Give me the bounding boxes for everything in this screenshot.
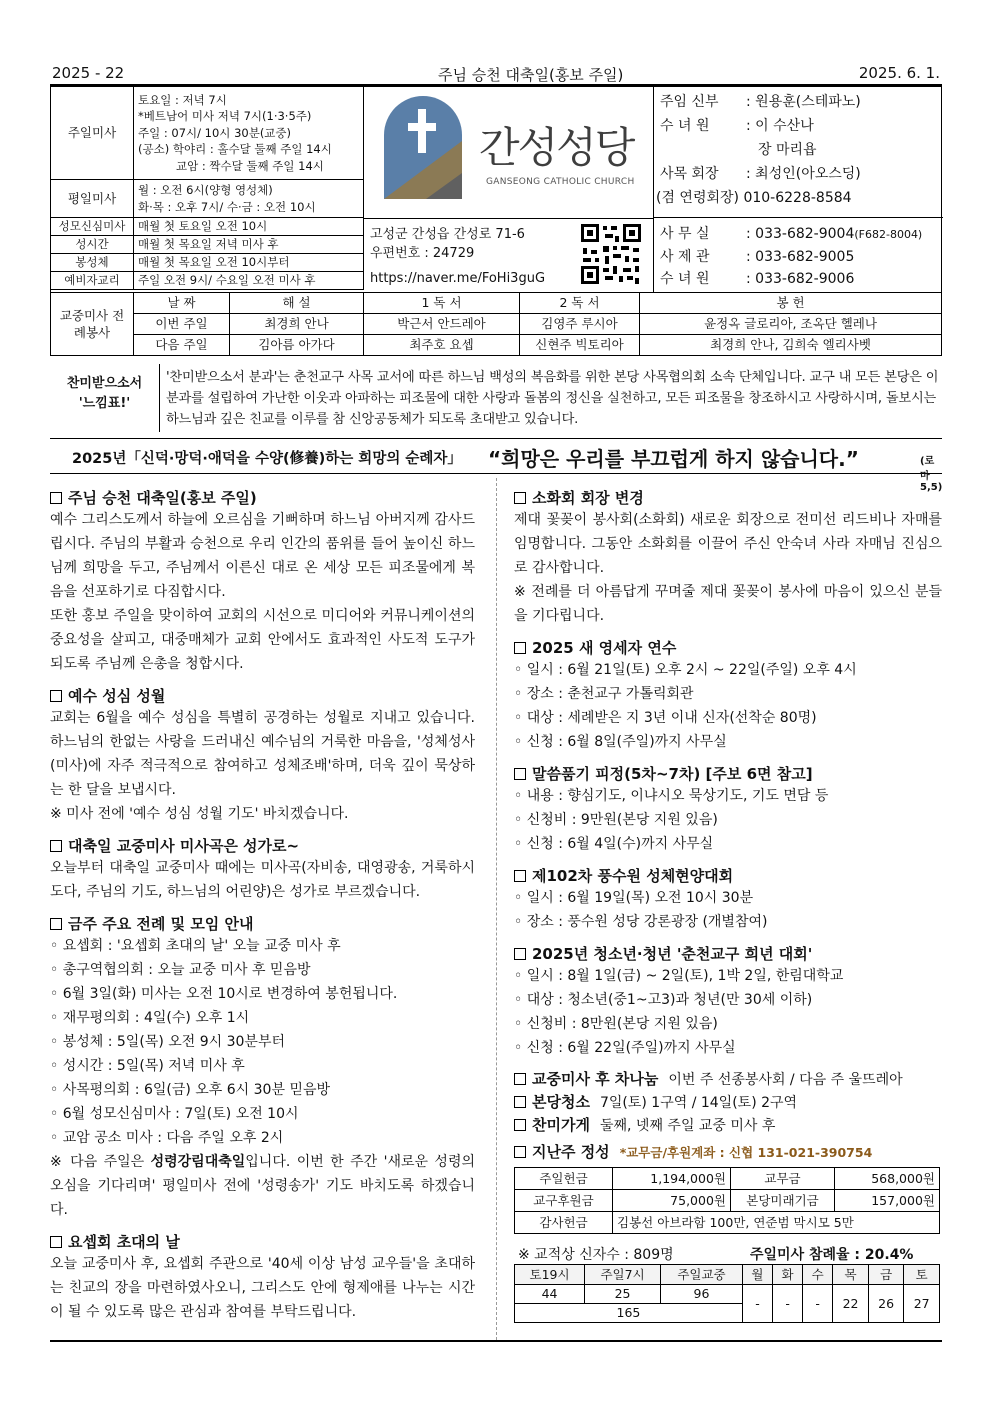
- schedule-value: 매월 첫 토요일 오전 10시: [134, 218, 364, 236]
- sunday-mass-times: 토요일 : 저녁 7시 *베트남어 미사 저녁 7시(1·3·5주) 주일 : 07시/ 10시 30분(교중) (공소) 학야리 : 홀수달 둘째 주일 14시 교암 : 짝수달 둘째 주일 14시: [134, 87, 364, 180]
- pentecost-note: ※ 다음 주일은 성령강림대축일입니다. 이번 한 주간 '새로운 성령의 오심을 기다리며' 평일미사 전에 '성령송가' 기도 바치도록 하겠습니다.: [50, 1154, 476, 1218]
- motto-quote: “희망은 우리를 부끄럽게 하지 않습니다.”: [488, 447, 859, 471]
- list-item: ◦ 신청 : 6월 22일(주일)까지 사무실: [514, 1040, 736, 1056]
- list-item: ◦ 신청 : 6월 8일(주일)까지 사무실: [514, 734, 727, 750]
- banner-label: 찬미받으소서 '느낌표!': [50, 364, 160, 432]
- schedule-label: 성시간: [51, 236, 134, 254]
- laudato-si-banner: [50, 364, 942, 432]
- weekday-mass-times: 월 : 오전 6시(양형 영성체) 화·목 : 오후 7시/ 수·금 : 오전 10시: [134, 180, 364, 218]
- list-item: ◦ 교암 공소 미사 : 다음 주일 오후 2시: [50, 1130, 284, 1146]
- table-row: 44 25 96 - - - 22 26 27: [515, 1285, 940, 1304]
- church-postal: 우편번호 : 24729: [370, 246, 475, 261]
- offering-account: *교무금/후원계좌 : 신협 131-021-390754: [619, 1145, 873, 1160]
- table-row: 이번 주일 최경희 안나 박근서 안드레아 김영주 루시아 윤정옥 글로리아, 조옥단 헬레나: [51, 314, 942, 335]
- section-title: 2025년 청소년·청년 '춘천교구 희년 대회': [514, 943, 942, 964]
- schedule-value: 매월 첫 목요일 저녁 미사 후: [134, 236, 364, 254]
- section-title: 주님 승천 대축일(홍보 주일): [50, 487, 475, 508]
- sunday-mass-label: 주일미사: [51, 87, 134, 180]
- church-name-en: GANSEONG CATHOLIC CHURCH: [486, 177, 635, 187]
- offering-table: [514, 1167, 940, 1234]
- church-name-logotype: 간성성당: [479, 123, 634, 172]
- list-item: ◦ 봉성체 : 5일(목) 오전 9시 30분부터: [50, 1034, 285, 1050]
- list-item: ◦ 일시 : 6월 21일(토) 오후 2시 ~ 22일(주일) 오후 4시: [514, 662, 857, 678]
- section-title: 대축일 교중미사 미사곡은 성가로~: [50, 835, 475, 856]
- list-item: ◦ 신청비 : 8만원(본당 지원 있음): [514, 1016, 718, 1032]
- left-column: 주님 승천 대축일(홍보 주일) 예수 그리스도께서 하늘에 오르심을 기뻐하며 하느님 아버지께 감사드립시다. 주님의 부활과 승천으로 우리 인간의 품위를 들어 높이신 하느님께 희망을 두고, 주님께서 이른신 대로 온 세상 모든 피조물에게 복음을 선포하기로 다짐합시다. 또한 홍보 주일을 맞이하여 교회의 시선으로 미디어와 커뮤니케이션의 중요성을 살피고, 대중매체가 교회 안에서도 효과적인 사도적 도구가 되도록 주님께 은총을 청합시다. 예수 성심 성월 교회는 6월을 예수 성심을 특별히 공경하는 성월로 지내고 있습니다. 하느님의 한없는 사랑을 드러내신 예수님의 거룩한 마음을, '성체성사(미사)에 자주 적극적으로 참여하고 성체조배'하며, 더욱 깊이 묵상하는 한 달을 보냅시다. ※ 미사 전에 '예수 성심 성월 기도' 바치겠습니다. 대축일 교중미사 미사곡은 성가로~ 오늘부터 대축일 교중미사 때에는 미사곡(자비송, 대영광송, 거룩하시도다, 주님의 기도, 하느님의 어린양)은 성가로 부르겠습니다. 금주 주요 전례 및 모임 안내 ◦ 요셉회 : '요셉회 초대의 날' 오늘 교중 미사 후 ◦ 총구역협의회 : 오늘 교중 미사 후 믿음방 ◦ 6월 3일(화) 미사는 오전 10시로 변경하여 봉헌됩니다. ◦ 재무평의회 : 4일(수) 오후 1시 ◦ 봉성체 : 5일(목) 오전 9시 30분부터 ◦ 성시간 : 5일(목) 저녁 미사 후 ◦ 사목평의회 : 6일(금) 오후 6시 30분 믿음방 ◦ 6월 성모신심미사 : 7일(토) 오전 10시 ◦ 교암 공소 미사 : 다음 주일 오후 2시 ※ 다음 주일은 성령강림대축일입니다. 이번 한 주간 '새로운 성령의 오심을 기다리며' 평일미사 전에 '성령송가' 기도 바치도록 하겠습니다. 요셉회 초대의 날 오늘 교중미사 후, 요셉회 주관으로 '40세 이상 남성 교우들'을 초대하는 친교의 장을 마련하였사오니, 그리스도 안에 형제애를 나누는 시간이 될 수 있도록 많은 관심과 참여를 부탁드립니다.: [50, 489, 476, 1320]
- motto-bar: [50, 438, 943, 493]
- list-item: ◦ 신청비 : 9만원(본당 지원 있음): [514, 812, 718, 828]
- staff-value: 원용훈(스테파노): [755, 94, 861, 110]
- church-logo-icon: [382, 95, 464, 203]
- list-item: ◦ 6월 3일(화) 미사는 오전 10시로 변경하여 봉헌됩니다.: [50, 986, 398, 1002]
- list-item: ◦ 성시간 : 5일(목) 저녁 미사 후: [50, 1058, 245, 1074]
- list-item: ◦ 사목평의회 : 6일(금) 오후 6시 30분 믿음방: [50, 1082, 331, 1098]
- section-title: 2025 새 영세자 연수: [514, 637, 942, 658]
- contact-phone: 033-682-9006: [755, 271, 855, 287]
- table-row: 감사헌금 김봉선 아브라함 100만, 연준범 막시모 5만: [515, 1212, 940, 1234]
- bottom-rule: [50, 1340, 942, 1342]
- church-address: 고성군 간성읍 간성로 71-6: [370, 227, 525, 242]
- list-item: ◦ 대상 : 청소년(중1~고3)과 청년(만 30세 이하): [514, 992, 813, 1008]
- registered-count: ※ 교적상 신자수 : 809명: [518, 1247, 674, 1263]
- attendance-table: [514, 1264, 940, 1323]
- list-item: ◦ 내용 : 향심기도, 이냐시오 묵상기도, 기도 면담 등: [514, 788, 829, 804]
- staff-value: 최성인(아오스딩): [755, 166, 861, 182]
- list-item: ◦ 6월 성모신심미사 : 7일(토) 오전 10시: [50, 1106, 299, 1122]
- motto-left: 2025년「신덕·망덕·애덕을 수양(修養)하는 희망의 순례자」: [72, 451, 462, 467]
- banner-text: '찬미받으소서 분과'는 춘천교구 사목 교서에 따른 하느님 백성의 복음화를 위한 본당 사목협의회 소속 단체입니다. 교구 내 모든 본당은 이 분과를 설립하여 가난한 이웃과 아파하는 피조물에 대한 사랑과 돌봄의 정신을 실천하고, 모든 피조물을 창조하시고 사랑하시며, 돌보시는 하느님과 깊은 친교를 이루를 참 신앙공동체가 되도록 초대받고 있습니다.: [166, 370, 939, 427]
- duty-row: 교중미사 후 차나눔 이번 주 선종봉사회 / 다음 주 울뜨레아: [514, 1068, 942, 1091]
- staff-value: 장 마리욥: [758, 142, 817, 158]
- attendance-rate: 주일미사 참례율 : 20.4%: [750, 1247, 914, 1263]
- section-title: 금주 주요 전례 및 모임 안내: [50, 913, 475, 934]
- table-row: 주일헌금 1,194,000원 교무금 568,000원: [515, 1168, 940, 1190]
- list-item: ◦ 일시 : 6월 19일(목) 오전 10시 30분: [514, 890, 754, 906]
- contact-phone: 033-682-9004: [755, 226, 855, 242]
- staff-value: 010-6228-8584: [743, 190, 852, 206]
- schedule-label: 예비자교리: [51, 272, 134, 290]
- qr-code-icon[interactable]: [579, 222, 643, 286]
- contacts-block: 사 무 실 : 033-682-9004(F682-8004) 사 제 관 : 033-682-9005 수 녀 원 : 033-682-9006: [660, 226, 923, 287]
- list-item: ◦ 재무평의회 : 4일(수) 오후 1시: [50, 1010, 250, 1026]
- header-box: [50, 86, 942, 356]
- staff-block: 주임 신부 : 원용훈(스테파노) 수 녀 원 : 이 수산나 장 마리욥 사목 회장 : 최성인(아오스딩) (겸 연령회장) 010-6228-8584: [654, 87, 943, 218]
- church-url[interactable]: https://naver.me/FoHi3guG: [370, 271, 546, 286]
- section-title: 말씀품기 피정(5차~7차) [주보 6면 참고]: [514, 763, 942, 784]
- list-item: ◦ 장소 : 풍수원 성당 강론광장 (개별참여): [514, 914, 768, 930]
- weekday-mass-label: 평일미사: [51, 180, 134, 218]
- schedule-table: [50, 86, 364, 290]
- sunday-total: 165: [515, 1304, 743, 1323]
- offering-title-row: 지난주 정성 *교무금/후원계좌 : 신협 131-021-390754: [514, 1141, 942, 1164]
- section-title: 요셉회 초대의 날: [50, 1231, 475, 1252]
- table-row: 교구후원금 75,000원 본당미래기금 157,000원: [515, 1190, 940, 1212]
- list-item: ◦ 대상 : 세례받은 지 3년 이내 신자(선착순 80명): [514, 710, 817, 726]
- liturgy-table: 교중미사 전례봉사 날 짜 해 설 1 독 서 2 독 서 봉 헌 이번 주일 최경희 안나 박근서 안드레아 김영주 루시아 윤정옥 글로리아, 조옥단 헬레나 다음 주일 김아름 아가다 최주호 요셉 신현주 빅토리아 최경희 안나, 김희숙 엘리사벳: [50, 292, 942, 356]
- list-item: ◦ 일시 : 8월 1일(금) ~ 2일(토), 1박 2일, 한림대학교: [514, 968, 844, 984]
- section-title: 소화회 회장 변경: [514, 487, 942, 508]
- motto-ref: (로마 5,5): [920, 456, 943, 493]
- duty-row: 본당청소 7일(토) 1구역 / 14일(토) 2구역: [514, 1091, 942, 1114]
- schedule-value: 주일 오전 9시/ 수요일 오전 미사 후: [134, 272, 364, 290]
- list-item: ◦ 요셉회 : '요셉회 초대의 날' 오늘 교중 미사 후: [50, 938, 341, 954]
- section-title: 예수 성심 성월: [50, 685, 475, 706]
- issue-number: 2025 - 22: [52, 64, 125, 82]
- top-bar: [50, 62, 942, 86]
- staff-value: 이 수산나: [755, 118, 814, 134]
- list-item: ◦ 신청 : 6월 4일(수)까지 사무실: [514, 836, 714, 852]
- duty-row: 찬미가게 둘째, 넷째 주일 교중 미사 후: [514, 1114, 942, 1137]
- page-title: 주님 승천 대축일(홍보 주일): [438, 66, 624, 84]
- section-title: 제102차 풍수원 성체현양대회: [514, 865, 942, 886]
- address-block: [364, 218, 654, 292]
- issue-date: 2025. 6. 1.: [858, 64, 940, 82]
- schedule-label: 성모신심미사: [51, 218, 134, 236]
- list-item: ◦ 장소 : 춘천교구 가톨릭회관: [514, 686, 694, 702]
- table-row: 토19시 주일7시 주일교중 월 화 수 목 금 토: [515, 1265, 940, 1285]
- column-divider: [496, 478, 497, 1340]
- right-column: 소화회 회장 변경 제대 꽃꽂이 봉사회(소화회) 새로운 회장으로 전미선 리드비나 자매를 임명합니다. 그동안 소화회를 이끌어 주신 안숙녀 사라 자매님 진심으로 감사합니다. ※ 전례를 더 아름답게 꾸며줄 제대 꽃꽂이 봉사에 마음이 있으신 분들을 기다립니다. 2025 새 영세자 연수 ◦ 일시 : 6월 21일(토) 오후 2시 ~ 22일(주일) 오후 4시 ◦ 장소 : 춘천교구 가톨릭회관 ◦ 대상 : 세례받은 지 3년 이내 신자(선착순 80명) ◦ 신청 : 6월 8일(주일)까지 사무실 말씀품기 피정(5차~7차) [주보 6면 참고] ◦ 내용 : 향심기도, 이냐시오 묵상기도, 기도 면담 등 ◦ 신청비 : 9만원(본당 지원 있음) ◦ 신청 : 6월 4일(수)까지 사무실 제102차 풍수원 성체현양대회 ◦ 일시 : 6월 19일(목) 오전 10시 30분 ◦ 장소 : 풍수원 성당 강론광장 (개별참여) 2025년 청소년·청년 '춘천교구 희년 대회' ◦ 일시 : 8월 1일(금) ~ 2일(토), 1박 2일, 한림대학교 ◦ 대상 : 청소년(중1~고3)과 청년(만 30세 이하) ◦ 신청비 : 8만원(본당 지원 있음) ◦ 신청 : 6월 22일(주일)까지 사무실 교중미사 후 차나눔 이번 주 선종봉사회 / 다음 주 울뜨레아 본당청소 7일(토) 1구역 / 14일(토) 2구역 찬미가게 둘째, 넷째 주일 교중 미사 후 지난주 정성 *교무금/후원계좌 : 신협 131-021-390754 주일헌금 1,194,000원 교무금 568,000원 교구후원금 75,000원 본당미래기금 157,000원 감사헌금 김봉선 아브라함 100만, 연준범 막시모 5만 ※ 교적상 신자수 : 809명 주일미사 참례율 : 20.4% 토19시 주일7시 주일교중 월 화 수 목 금 토 44 25 96 - - - 22 26 27 165: [514, 478, 942, 1323]
- table-row: 다음 주일 김아름 아가다 최주호 요셉 신현주 빅토리아 최경희 안나, 김희숙 엘리사벳: [51, 335, 942, 356]
- schedule-value: 매월 첫 목요일 오전 10시부터: [134, 254, 364, 272]
- liturgy-label: 교중미사 전례봉사: [51, 293, 134, 356]
- schedule-label: 봉성체: [51, 254, 134, 272]
- contact-phone: 033-682-9005: [755, 249, 855, 265]
- attendance-summary: [514, 1242, 942, 1264]
- list-item: ◦ 총구역협의회 : 오늘 교중 미사 후 믿음방: [50, 962, 311, 978]
